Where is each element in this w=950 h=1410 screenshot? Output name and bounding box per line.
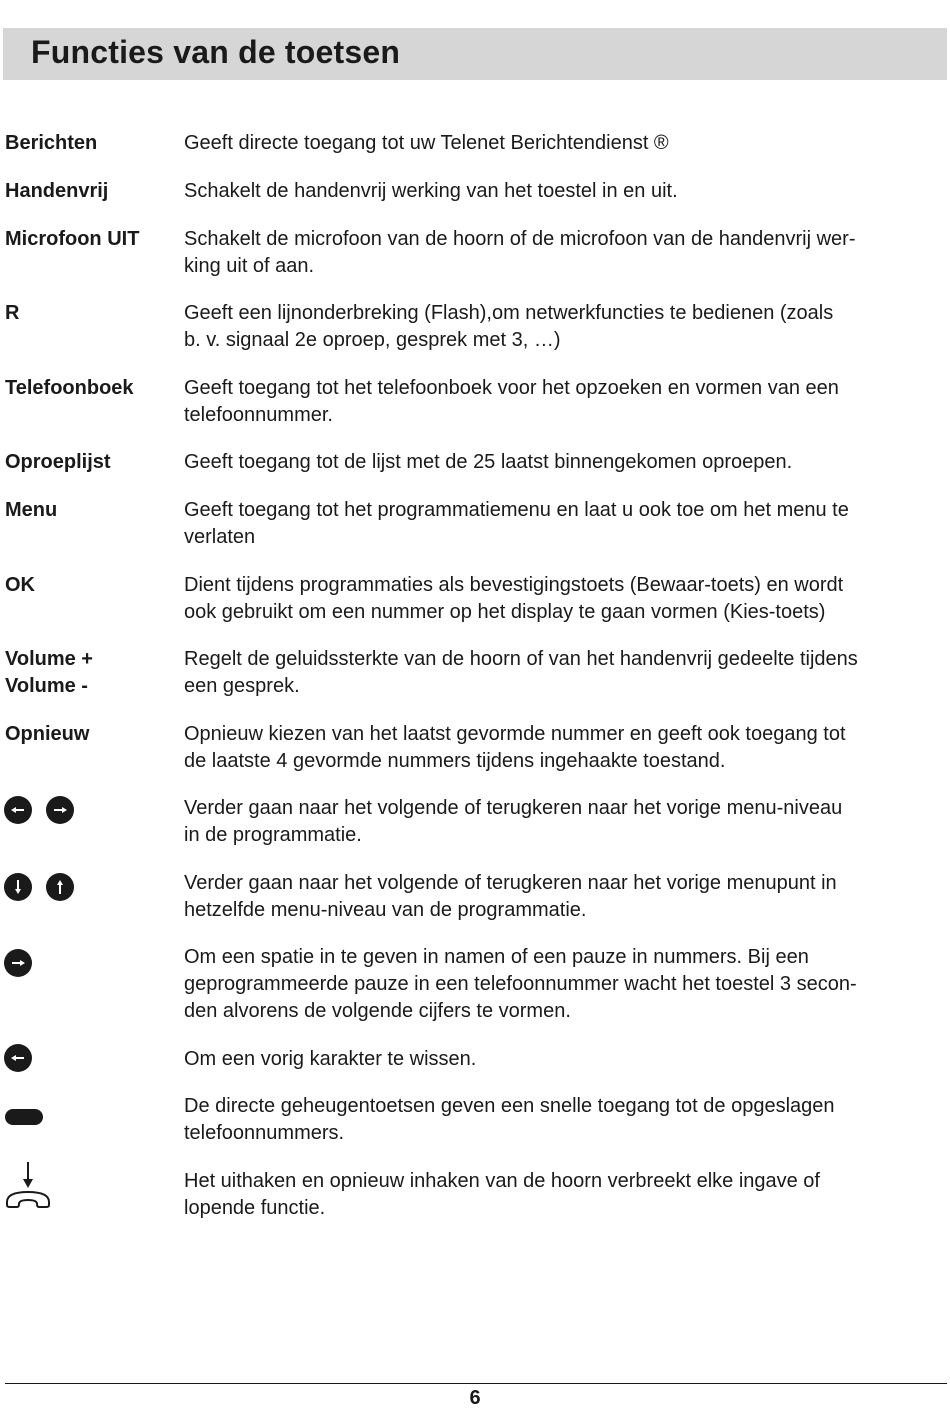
key-description: Geeft toegang tot het telefoonboek voor het opzoeken en vormen van een telefoonnummer. (184, 377, 839, 426)
key-description: Verder gaan naar het volgende of terugkeren naar het vorige menu-niveau in de programmatie. (184, 797, 843, 846)
right-arrow-key-icon (4, 949, 32, 982)
memory-key-icon (5, 1109, 43, 1125)
key-term: Berichten (5, 132, 98, 154)
key-description: Geeft directe toegang tot uw Telenet Berichtendienst ® (184, 132, 669, 154)
down-up-arrow-keys-icon (4, 873, 74, 906)
key-description: De directe geheugentoetsen geven een snelle toegang tot de opgeslagen telefoonnummers. (184, 1095, 835, 1144)
key-term: R (5, 302, 20, 324)
key-term: Opnieuw (5, 723, 90, 745)
left-arrow-key-icon (4, 796, 32, 824)
key-term: Microfoon UIT (5, 228, 140, 250)
key-description: Schakelt de microfoon van de hoorn of de microfoon van de handenvrij wer- king uit of aan. (184, 228, 856, 277)
left-arrow-key-icon (4, 1044, 32, 1077)
left-right-arrow-keys-icon (4, 796, 74, 829)
down-arrow-key-icon (4, 873, 32, 901)
page-title: Functies van de toetsen (31, 34, 401, 70)
right-arrow-key-icon (46, 796, 74, 824)
key-description: Geeft toegang tot de lijst met de 25 laatst binnengekomen oproepen. (184, 451, 793, 473)
key-description: Om een vorig karakter te wissen. (184, 1048, 477, 1070)
key-description: Geeft toegang tot het programmatiemenu en laat u ook toe om het menu te verlaten (184, 499, 849, 548)
key-description: Verder gaan naar het volgende of terugkeren naar het vorige menupunt in hetzelfde menu-niveau van de programmatie. (184, 872, 837, 921)
key-term: OK (5, 574, 35, 596)
key-description: Geeft een lijnonderbreking (Flash),om netwerkfuncties te bedienen (zoals b. v. signaal 2e oproep, gesprek met 3, …) (184, 302, 834, 351)
key-term: Volume + Volume - (5, 648, 93, 697)
page-number: 6 (469, 1387, 481, 1409)
key-term: Oproeplijst (5, 451, 111, 473)
key-term: Menu (5, 499, 58, 521)
title-bar (3, 28, 947, 80)
footer-divider (5, 1383, 947, 1384)
key-term: Handenvrij (5, 180, 109, 202)
key-description: Opnieuw kiezen van het laatst gevormde nummer en geeft ook toegang tot de laatste 4 gevormde nummers tijdens ingehaakte toestand. (184, 723, 846, 772)
handset-hook-icon (3, 1162, 53, 1219)
key-description: Om een spatie in te geven in namen of een pauze in nummers. Bij een geprogrammeerde pauze in een telefoonnummer wacht het toestel 3 secon- den alvorens de volgende cijfers te vormen. (184, 946, 857, 1022)
key-term: Telefoonboek (5, 377, 134, 399)
key-description: Regelt de geluidssterkte van de hoorn of van het handenvrij gedeelte tijdens een gesprek. (184, 648, 858, 697)
key-description: Dient tijdens programmaties als bevestigingstoets (Bewaar-toets) en wordt ook gebruikt om een nummer op het display te gaan vormen (Kies-toets) (184, 574, 844, 623)
key-description: Schakelt de handenvrij werking van het toestel in en uit. (184, 180, 678, 202)
up-arrow-key-icon (46, 873, 74, 901)
key-description: Het uithaken en opnieuw inhaken van de hoorn verbreekt elke ingave of lopende functie. (184, 1170, 820, 1219)
